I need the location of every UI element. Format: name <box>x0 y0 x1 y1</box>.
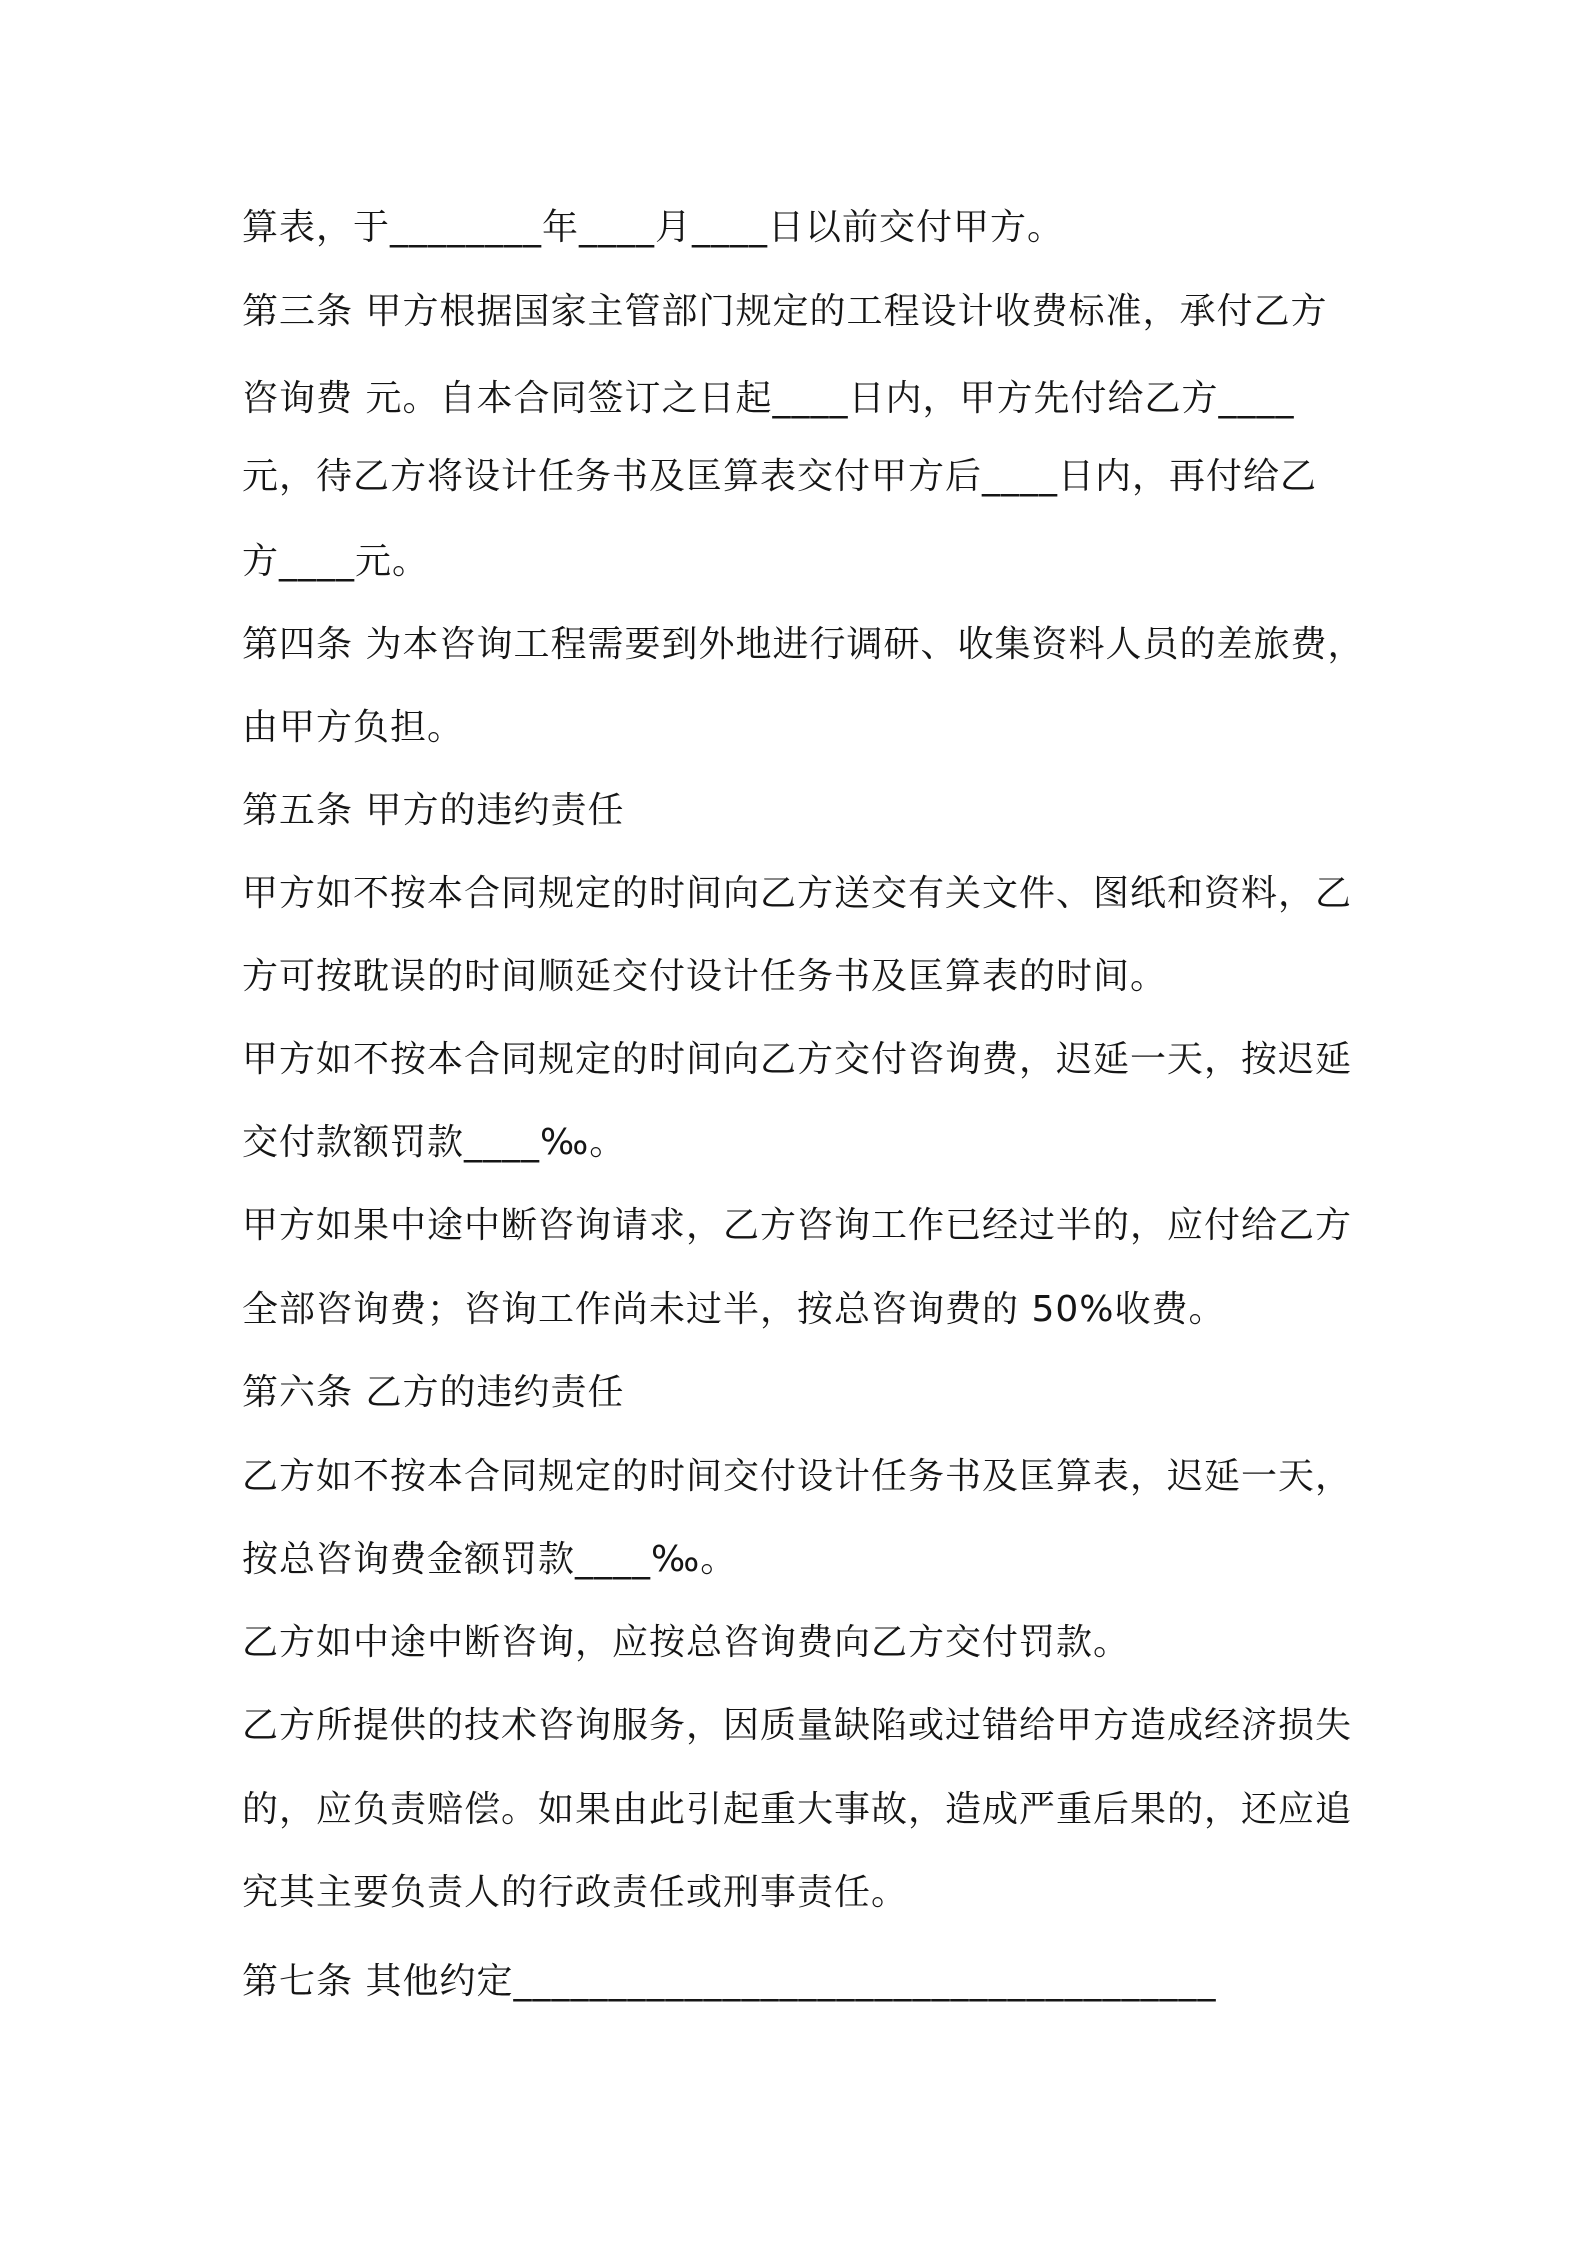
text-line: 交付款额罚款____‰。 <box>242 1122 627 1163</box>
text-line: 甲方如不按本合同规定的时间向乙方送交有关文件、图纸和资料，乙 <box>242 873 1353 914</box>
article-7-heading-line: 第七条 其他约定_____________________________________ <box>242 1961 1217 2002</box>
text-line: 元，待乙方将设计任务书及匡算表交付甲方后____日内，再付给乙 <box>242 456 1318 497</box>
text-line: 咨询费 元。自本合同签订之日起____日内，甲方先付给乙方____ <box>242 378 1295 419</box>
text-line: 乙方如不按本合同规定的时间交付设计任务书及匡算表，迟延一天， <box>242 1456 1353 1497</box>
text-line: 全部咨询费；咨询工作尚未过半，按总咨询费的 50%收费。 <box>242 1289 1226 1330</box>
text-line: 乙方所提供的技术咨询服务，因质量缺陷或过错给甲方造成经济损失 <box>242 1705 1353 1746</box>
text-line: 方____元。 <box>242 541 430 582</box>
text-line: 甲方如果中途中断咨询请求，乙方咨询工作已经过半的，应付给乙方 <box>242 1205 1353 1246</box>
text-line: 究其主要负责人的行政责任或刑事责任。 <box>242 1872 909 1913</box>
text-line: 按总咨询费金额罚款____‰。 <box>242 1539 738 1580</box>
article-6-heading: 第六条 乙方的违约责任 <box>242 1372 625 1413</box>
article-3-heading-line: 第三条 甲方根据国家主管部门规定的工程设计收费标准，承付乙方 <box>242 291 1328 332</box>
text-line: 由甲方负担。 <box>242 707 465 748</box>
text-line: 方可按耽误的时间顺延交付设计任务书及匡算表的时间。 <box>242 956 1168 997</box>
text-line: 乙方如中途中断咨询，应按总咨询费向乙方交付罚款。 <box>242 1622 1131 1663</box>
text-line: 的，应负责赔偿。如果由此引起重大事故，造成严重后果的，还应追 <box>242 1789 1353 1830</box>
text-line: 算表，于________年____月____日以前交付甲方。 <box>242 207 1065 248</box>
text-line: 甲方如不按本合同规定的时间向乙方交付咨询费，迟延一天，按迟延 <box>242 1039 1353 1080</box>
article-5-heading: 第五条 甲方的违约责任 <box>242 790 625 831</box>
article-4-heading-line: 第四条 为本咨询工程需要到外地进行调研、收集资料人员的差旅费， <box>242 624 1365 665</box>
